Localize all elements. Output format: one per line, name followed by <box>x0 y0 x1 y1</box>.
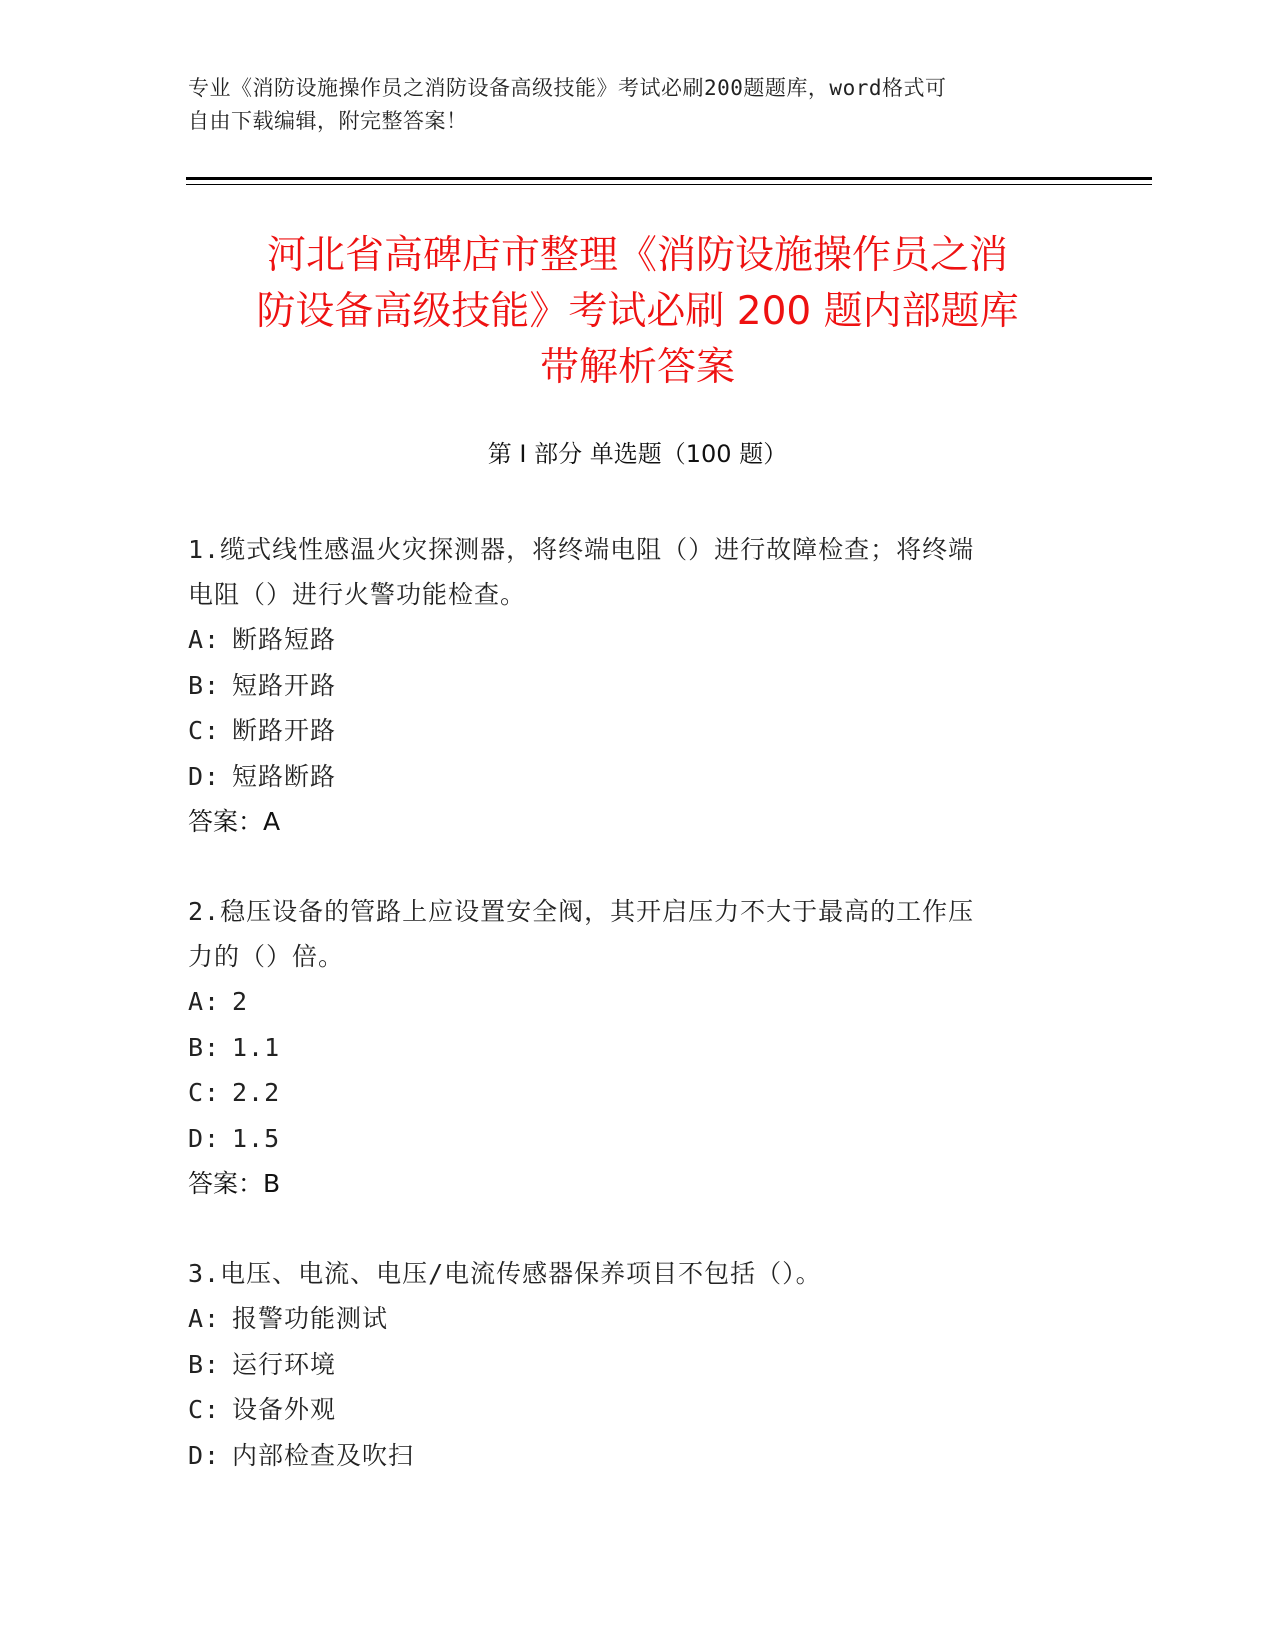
option-a <box>188 617 1068 663</box>
option-a <box>188 979 1068 1025</box>
option-key: A: <box>188 987 221 1016</box>
option-key: B: <box>188 670 221 700</box>
question-list <box>188 527 1068 1522</box>
option-d <box>188 1116 1068 1162</box>
option-text: 设备外观 <box>232 1395 337 1424</box>
option-d <box>188 1433 1068 1479</box>
question-item <box>188 1251 1068 1478</box>
option-c <box>188 1387 1068 1433</box>
option-text: 断路开路 <box>232 716 337 745</box>
option-key: A: <box>188 1304 221 1333</box>
option-key: C: <box>188 1395 221 1424</box>
header-note-line: 自由下载编辑，附完整答案！ <box>188 109 468 133</box>
option-b <box>188 1342 1068 1388</box>
answer-line <box>188 799 1068 845</box>
option-key: B: <box>188 1349 221 1379</box>
option-text: 短路开路 <box>232 670 337 700</box>
answer-label: 答案： <box>188 807 264 836</box>
question-stem-line: 3.电压、电流、电压/电流传感器保养项目不包括（）。 <box>188 1259 822 1288</box>
question-stem <box>188 1251 1068 1296</box>
option-c <box>188 708 1068 754</box>
option-a <box>188 1296 1068 1342</box>
question-stem <box>188 527 1068 617</box>
option-text: 报警功能测试 <box>232 1304 389 1333</box>
question-stem <box>188 889 1068 979</box>
option-text: 断路短路 <box>232 625 337 654</box>
option-key: B: <box>188 1032 221 1062</box>
option-text: 1.1 <box>232 1032 281 1062</box>
title-line: 带解析答案 <box>539 345 735 390</box>
header-note-line: 专业《消防设施操作员之消防设备高级技能》考试必刷200题题库，word格式可 <box>188 76 947 100</box>
option-key: D: <box>188 1440 221 1470</box>
option-key: C: <box>188 716 221 745</box>
question-stem-line: 2.稳压设备的管路上应设置安全阀，其开启压力不大于最高的工作压 <box>188 897 975 926</box>
question-item <box>188 527 1068 845</box>
option-text: 短路断路 <box>232 761 337 791</box>
answer-value: A <box>263 807 281 836</box>
title-line: 防设备高级技能》考试必刷 200 题内部题库 <box>256 289 1019 334</box>
title-line: 河北省高碑店市整理《消防设施操作员之消 <box>266 233 1008 278</box>
question-stem-line: 1.缆式线性感温火灾探测器，将终端电阻（）进行故障检查；将终端 <box>188 535 975 564</box>
option-text: 1.5 <box>232 1123 281 1153</box>
option-text: 2 <box>232 987 249 1016</box>
option-key: A: <box>188 625 221 654</box>
answer-line <box>188 1161 1068 1207</box>
question-stem-line: 力的（）倍。 <box>188 942 345 971</box>
header-note <box>188 72 1068 138</box>
option-c <box>188 1070 1068 1116</box>
header-divider-thin <box>186 184 1152 185</box>
header-divider-thick <box>186 177 1152 180</box>
option-key: C: <box>188 1078 221 1107</box>
question-item <box>188 889 1068 1207</box>
option-text: 2.2 <box>232 1078 281 1107</box>
option-b <box>188 1025 1068 1071</box>
option-d <box>188 754 1068 800</box>
option-text: 运行环境 <box>232 1349 337 1379</box>
option-text: 内部检查及吹扫 <box>232 1440 415 1470</box>
question-stem-line: 电阻（）进行火警功能检查。 <box>188 580 527 609</box>
option-b <box>188 663 1068 709</box>
option-key: D: <box>188 1123 221 1153</box>
document-title <box>160 228 1115 396</box>
answer-value: B <box>263 1169 281 1198</box>
answer-label: 答案： <box>188 1169 264 1198</box>
section-title: 第 I 部分 单选题（100 题） <box>487 440 788 468</box>
option-key: D: <box>188 761 221 791</box>
